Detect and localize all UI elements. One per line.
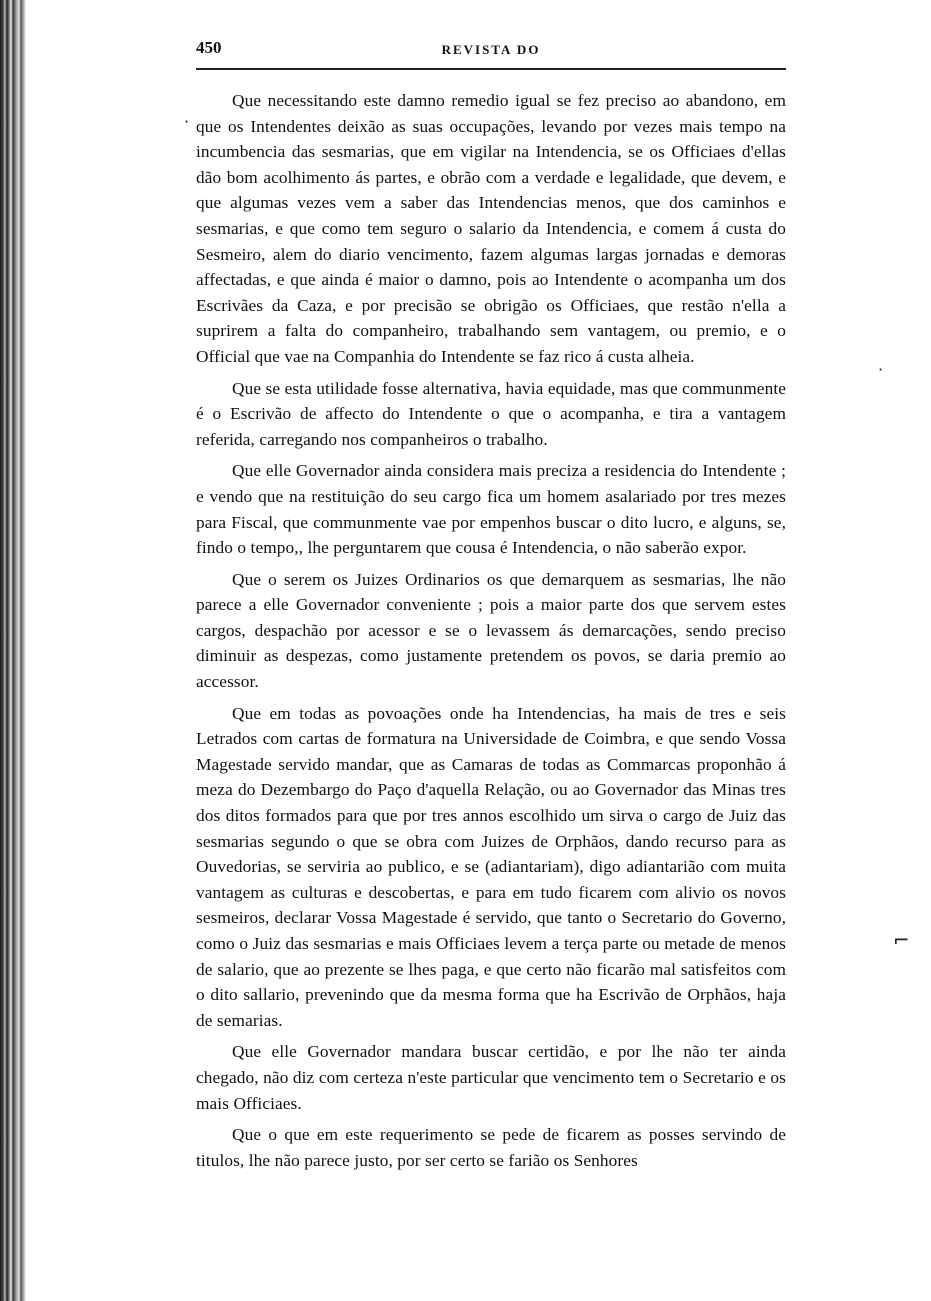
paragraph: Que o serem os Juizes Ordinarios os que demarquem as sesmarias, lhe não parece a elle Governador conveniente ; pois a maior parte dos que servem estes cargos, despachão por acessor e se o levassem ás demarcações, sendo preciso diminuir as despezas, como justamente pretendem os povos, se daria premio ao accessor. bbox=[196, 569, 786, 692]
margin-pencil-mark: ⌐ bbox=[893, 928, 910, 952]
body-text bbox=[196, 88, 786, 1173]
page-header bbox=[196, 38, 786, 64]
margin-ink-mark: · bbox=[878, 360, 884, 379]
page-number: 450 bbox=[196, 38, 222, 57]
paragraph: Que em todas as povoações onde ha Intendencias, ha mais de tres e seis Letrados com cartas de formatura na Universidade de Coimbra, e que sendo Vossa Magestade servido mandar, que as Camaras de todas as Commarcas proponhão á meza do Dezembargo do Paço d'aquella Relação, ou ao Governador das Minas tres dos ditos formados para que por tres annos escolhido um sirva o cargo de Juiz das sesmarias segundo o que se obra com Juizes de Orphãos, dando recurso para as Ouvedorias, se serviria ao publico, e se (adiantariam), digo adiantarião com muita vantagem as culturas e descobertas, e para em tudo ficarem com alivio os novos sesmeiros, declarar Vossa Magestade é servido, que tanto o Secretario do Governo, como o Juiz das sesmarias e mais Officiaes levem a terça parte ou metade de menos de salario, que ao prezente se lhes paga, e que certo não ficarão mal satisfeitos com o dito sallario, prevenindo que da mesma forma que ha Escrivão de Orphãos, haja de semarias. bbox=[196, 703, 786, 1030]
paragraph: Que se esta utilidade fosse alternativa, havia equidade, mas que communmente é o Escrivão de affecto do Intendente o que o acompanha, e tira a vantagem referida, carregando nos companheiros o trabalho. bbox=[196, 378, 786, 449]
book-binding-edge bbox=[0, 0, 26, 1301]
margin-dot-mark: · bbox=[184, 112, 190, 131]
paragraph: Que elle Governador ainda considera mais preciza a residencia do Intendente ; e vendo que na restituição do seu cargo fica um homem asalariado por tres mezes para Fiscal, que communmente vae por empenhos buscar o dito lucro, e alguns, se, findo o tempo,, lhe perguntarem que cousa é Intendencia, o não saberão expor. bbox=[196, 461, 786, 558]
paragraph: Que o que em este requerimento se pede de ficarem as posses servindo de titulos, lhe não parece justo, por ser certo se farião os Senhores bbox=[196, 1125, 786, 1170]
paragraph: Que necessitando este damno remedio igual se fez preciso ao abandono, em que os Intendentes deixão as suas occupações, levando por vezes mais tempo na incumbencia das sesmarias, que em vigilar na Intendencia, se os Officiaes d'ellas dão bom acolhimento ás partes, e obrão com a verdade e legalidade, que devem, e que algumas vezes vem a saber das Intendencias menos, que dos caminhos e sesmarias, e que como tem seguro o salario da Intendencia, e comem á custa do Sesmeiro, alem do diario vencimento, fazem algumas largas jornadas e demoras affectadas, e que ainda é maior o damno, pois ao Intendente o acompanha um dos Escrivães da Caza, e por precisão se obrigão os Officiaes, que restão n'ella a suprirem a falta do companheiro, trabalhando sem vantagem, ou premio, e o Official que vae na Companhia do Intendente se faz rico á custa alheia. bbox=[196, 91, 786, 366]
paragraph: Que elle Governador mandara buscar certidão, e por lhe não ter ainda chegado, não diz com certeza n'este particular que vencimento tem o Secretario e os mais Officiaes. bbox=[196, 1042, 786, 1113]
book-page bbox=[196, 38, 786, 1179]
running-head: REVISTA DO bbox=[441, 42, 541, 57]
header-rule bbox=[196, 68, 786, 70]
